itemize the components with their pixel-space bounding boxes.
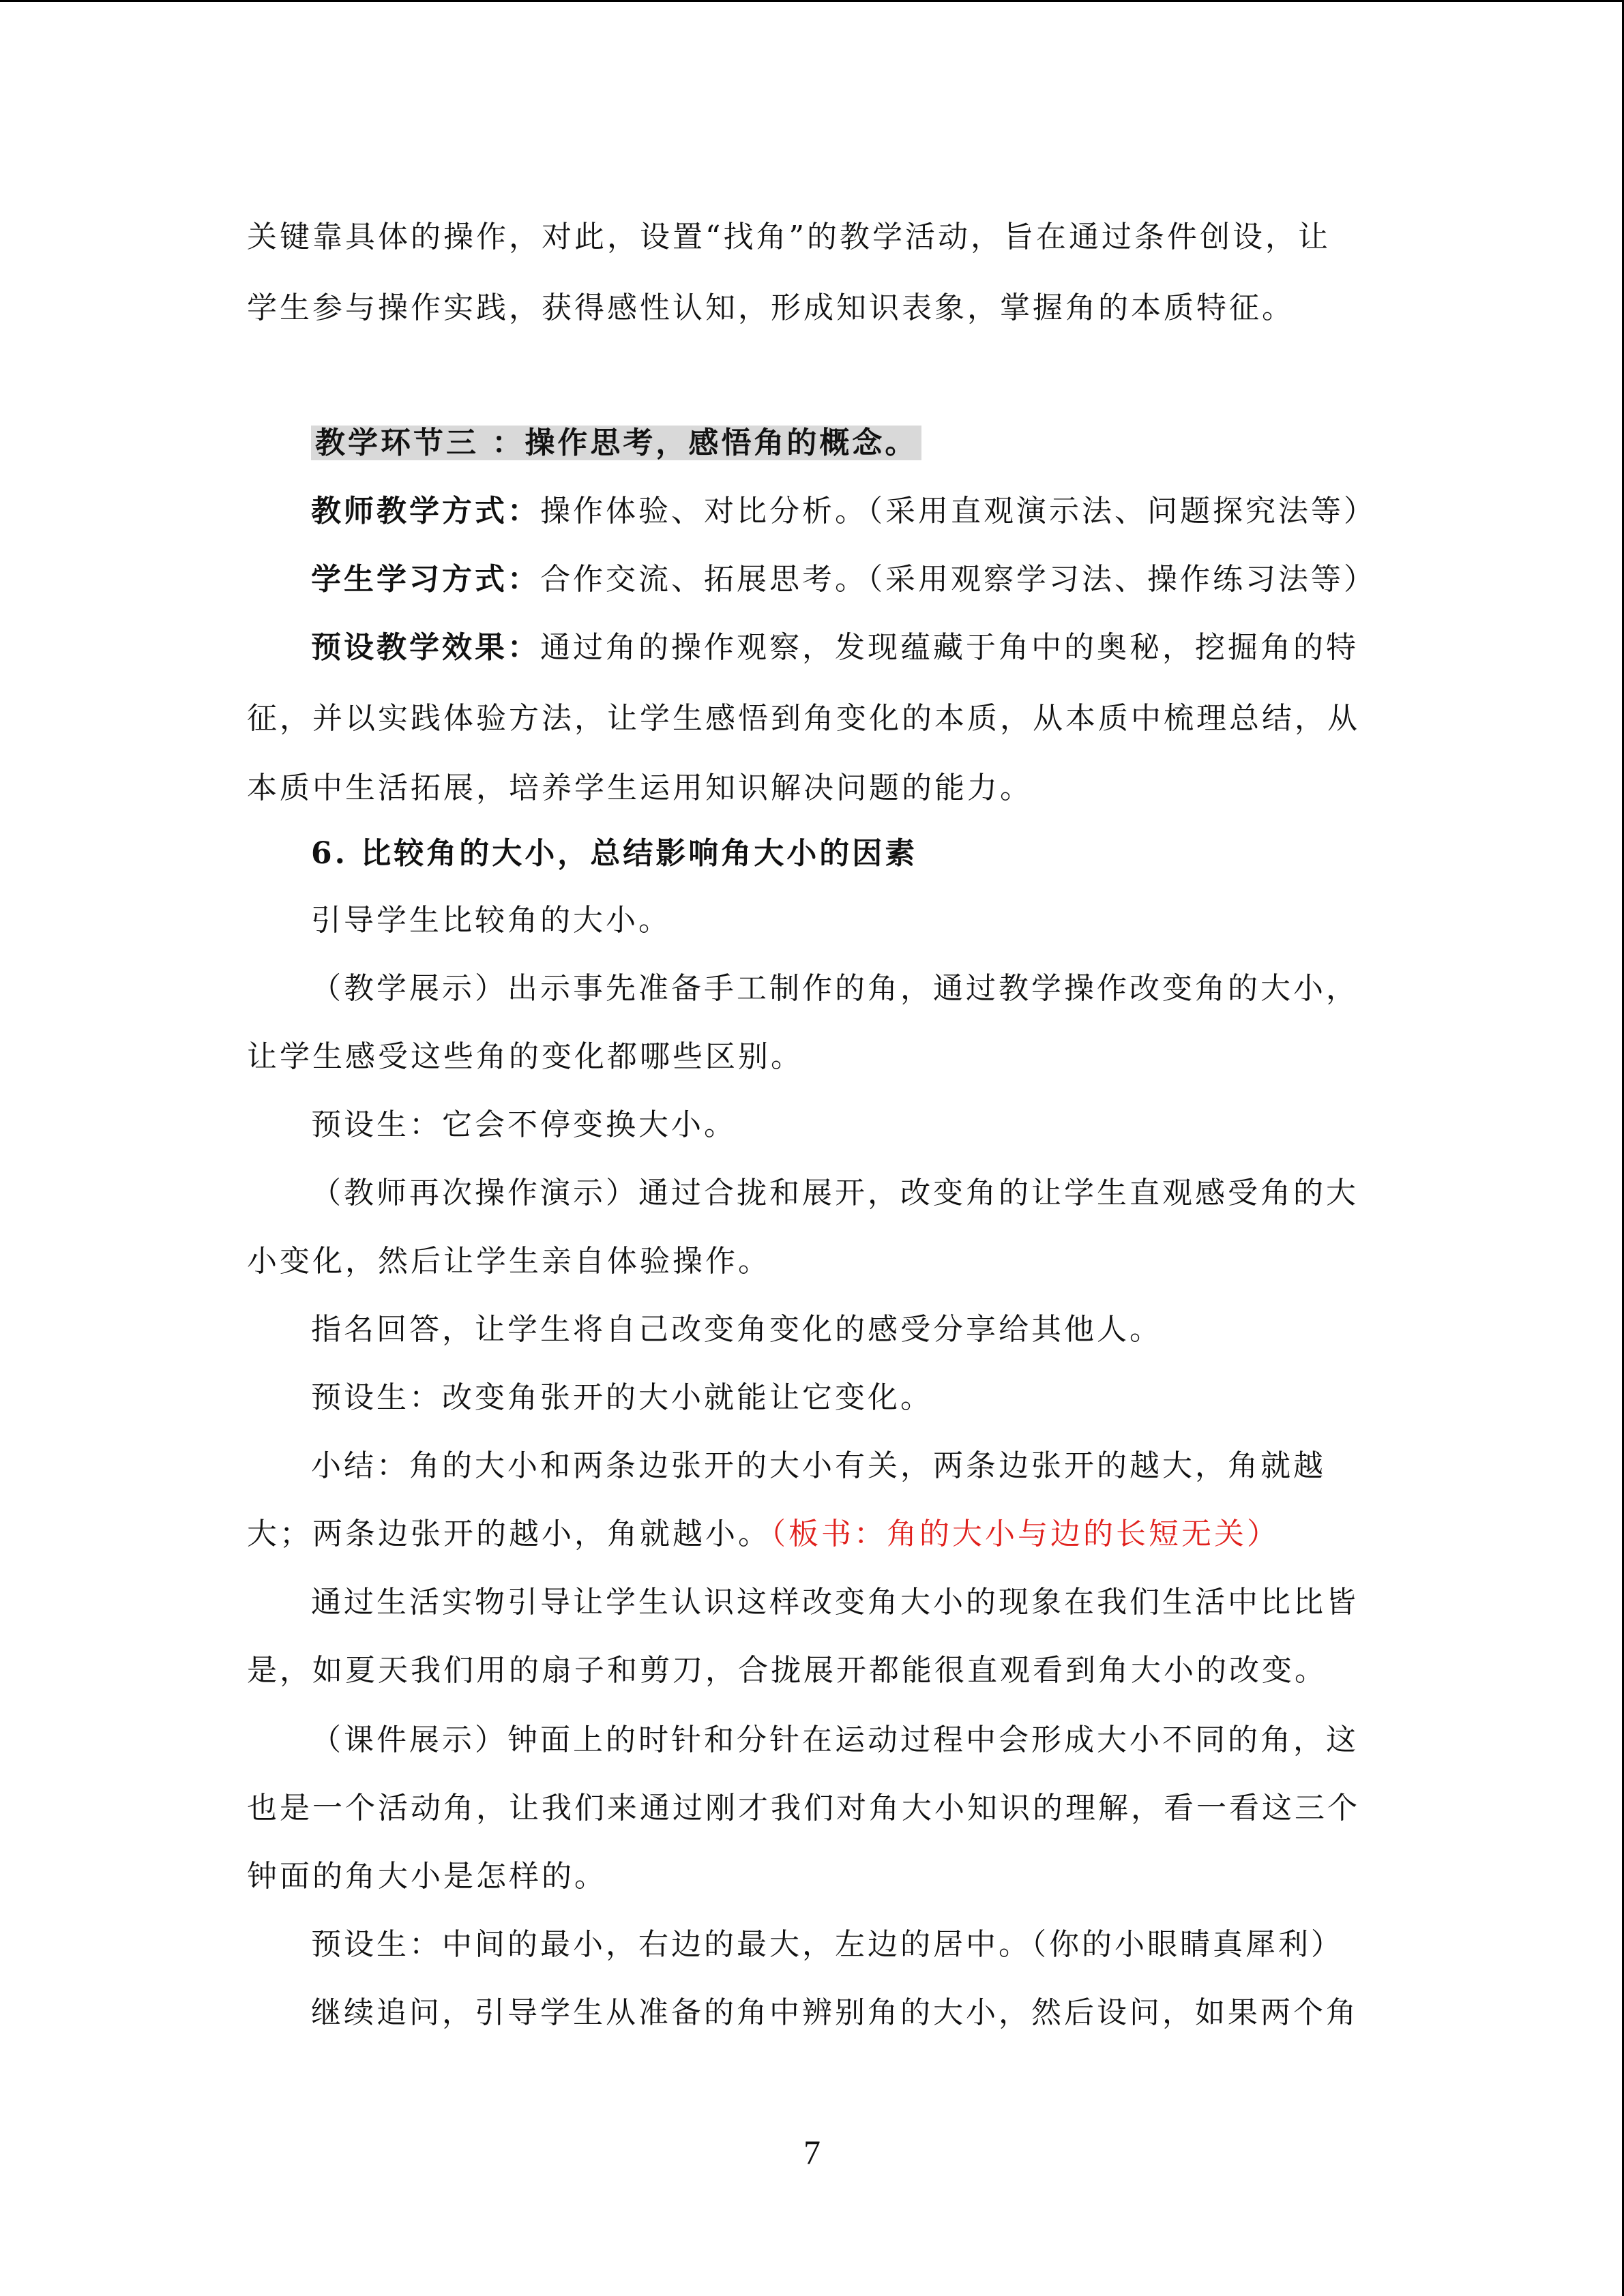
page-number: 7: [803, 2133, 821, 2171]
teacher-method-text: 操作体验、对比分析。（采用直观演示法、问题探究法等）: [540, 494, 1376, 528]
body-line: 预设生：它会不停变换大小。: [311, 1107, 737, 1142]
section-heading-text: 教学环节三 ：操作思考，感悟角的概念。: [311, 426, 921, 460]
effect-line: 征，并以实践体验方法，让学生感悟到角变化的本质，从本质中梳理总结，从: [247, 701, 1360, 736]
body-line: （教学展示）出示事先准备手工制作的角，通过教学操作改变角的大小，: [311, 971, 1359, 1006]
body-line: [247, 1514, 1372, 1555]
body-line: 让学生感受这些角的变化都哪些区别。: [247, 1039, 803, 1074]
body-line: 继续追问，引导学生从准备的角中辨别角的大小，然后设问，如果两个角: [311, 1995, 1359, 2030]
paragraph-line: 关键靠具体的操作，对此，设置“找角”的教学活动，旨在通过条件创设，让: [247, 220, 1331, 254]
body-text: 大；两条边张开的越小，角就越小。: [247, 1517, 771, 1551]
effect-label: 预设教学效果：: [311, 630, 540, 665]
body-line: 小结：角的大小和两条边张开的大小有关，两条边张开的越大，角就越: [311, 1448, 1326, 1483]
body-line: 通过生活实物引导让学生认识这样改变角大小的现象在我们生活中比比皆: [311, 1585, 1359, 1620]
body-line: （教师再次操作演示）通过合拢和展开，改变角的让学生直观感受角的大: [311, 1176, 1359, 1210]
body-line: 钟面的角大小是怎样的。: [247, 1859, 607, 1894]
student-method-text: 合作交流、拓展思考。（采用观察学习法、操作练习法等）: [540, 562, 1376, 597]
body-line: 小变化，然后让学生亲自体验操作。: [247, 1244, 771, 1279]
body-line: 也是一个活动角，让我们来通过刚才我们对角大小知识的理解，看一看这三个: [247, 1791, 1360, 1825]
body-line: 指名回答，让学生将自己改变角变化的感受分享给其他人。: [311, 1312, 1162, 1347]
paragraph-line: 学生参与操作实践，获得感性认知，形成知识表象，掌握角的本质特征。: [247, 290, 1295, 325]
effect-line: [311, 627, 1372, 668]
section-heading: [311, 423, 1372, 464]
body-line: 是，如夏天我们用的扇子和剪刀，合拢展开都能很直观看到角大小的改变。: [247, 1653, 1327, 1688]
student-method-label: 学生学习方式：: [311, 562, 540, 597]
body-line: 预设生：中间的最小，右边的最大，左边的居中。（你的小眼睛真犀利）: [311, 1927, 1344, 1962]
teacher-method-label: 教师教学方式：: [311, 494, 540, 528]
effect-text: 通过角的操作观察，发现蕴藏于角中的奥秘，挖掘角的特: [540, 630, 1359, 665]
effect-line: 本质中生活拓展，培养学生运用知识解决问题的能力。: [247, 771, 1033, 805]
subsection-title: 6. 比较角的大小，总结影响角大小的因素: [311, 836, 918, 871]
body-line: （课件展示）钟面上的时针和分针在运动过程中会形成大小不同的角，这: [311, 1723, 1359, 1757]
teacher-method-line: [311, 491, 1376, 532]
body-line: 引导学生比较角的大小。: [311, 903, 671, 938]
board-note: （板书：角的大小与边的长短无关）: [771, 1517, 1280, 1551]
student-method-line: [311, 559, 1376, 600]
body-line: 预设生：改变角张开的大小就能让它变化。: [311, 1380, 933, 1415]
page-border-top: [0, 0, 1624, 2]
